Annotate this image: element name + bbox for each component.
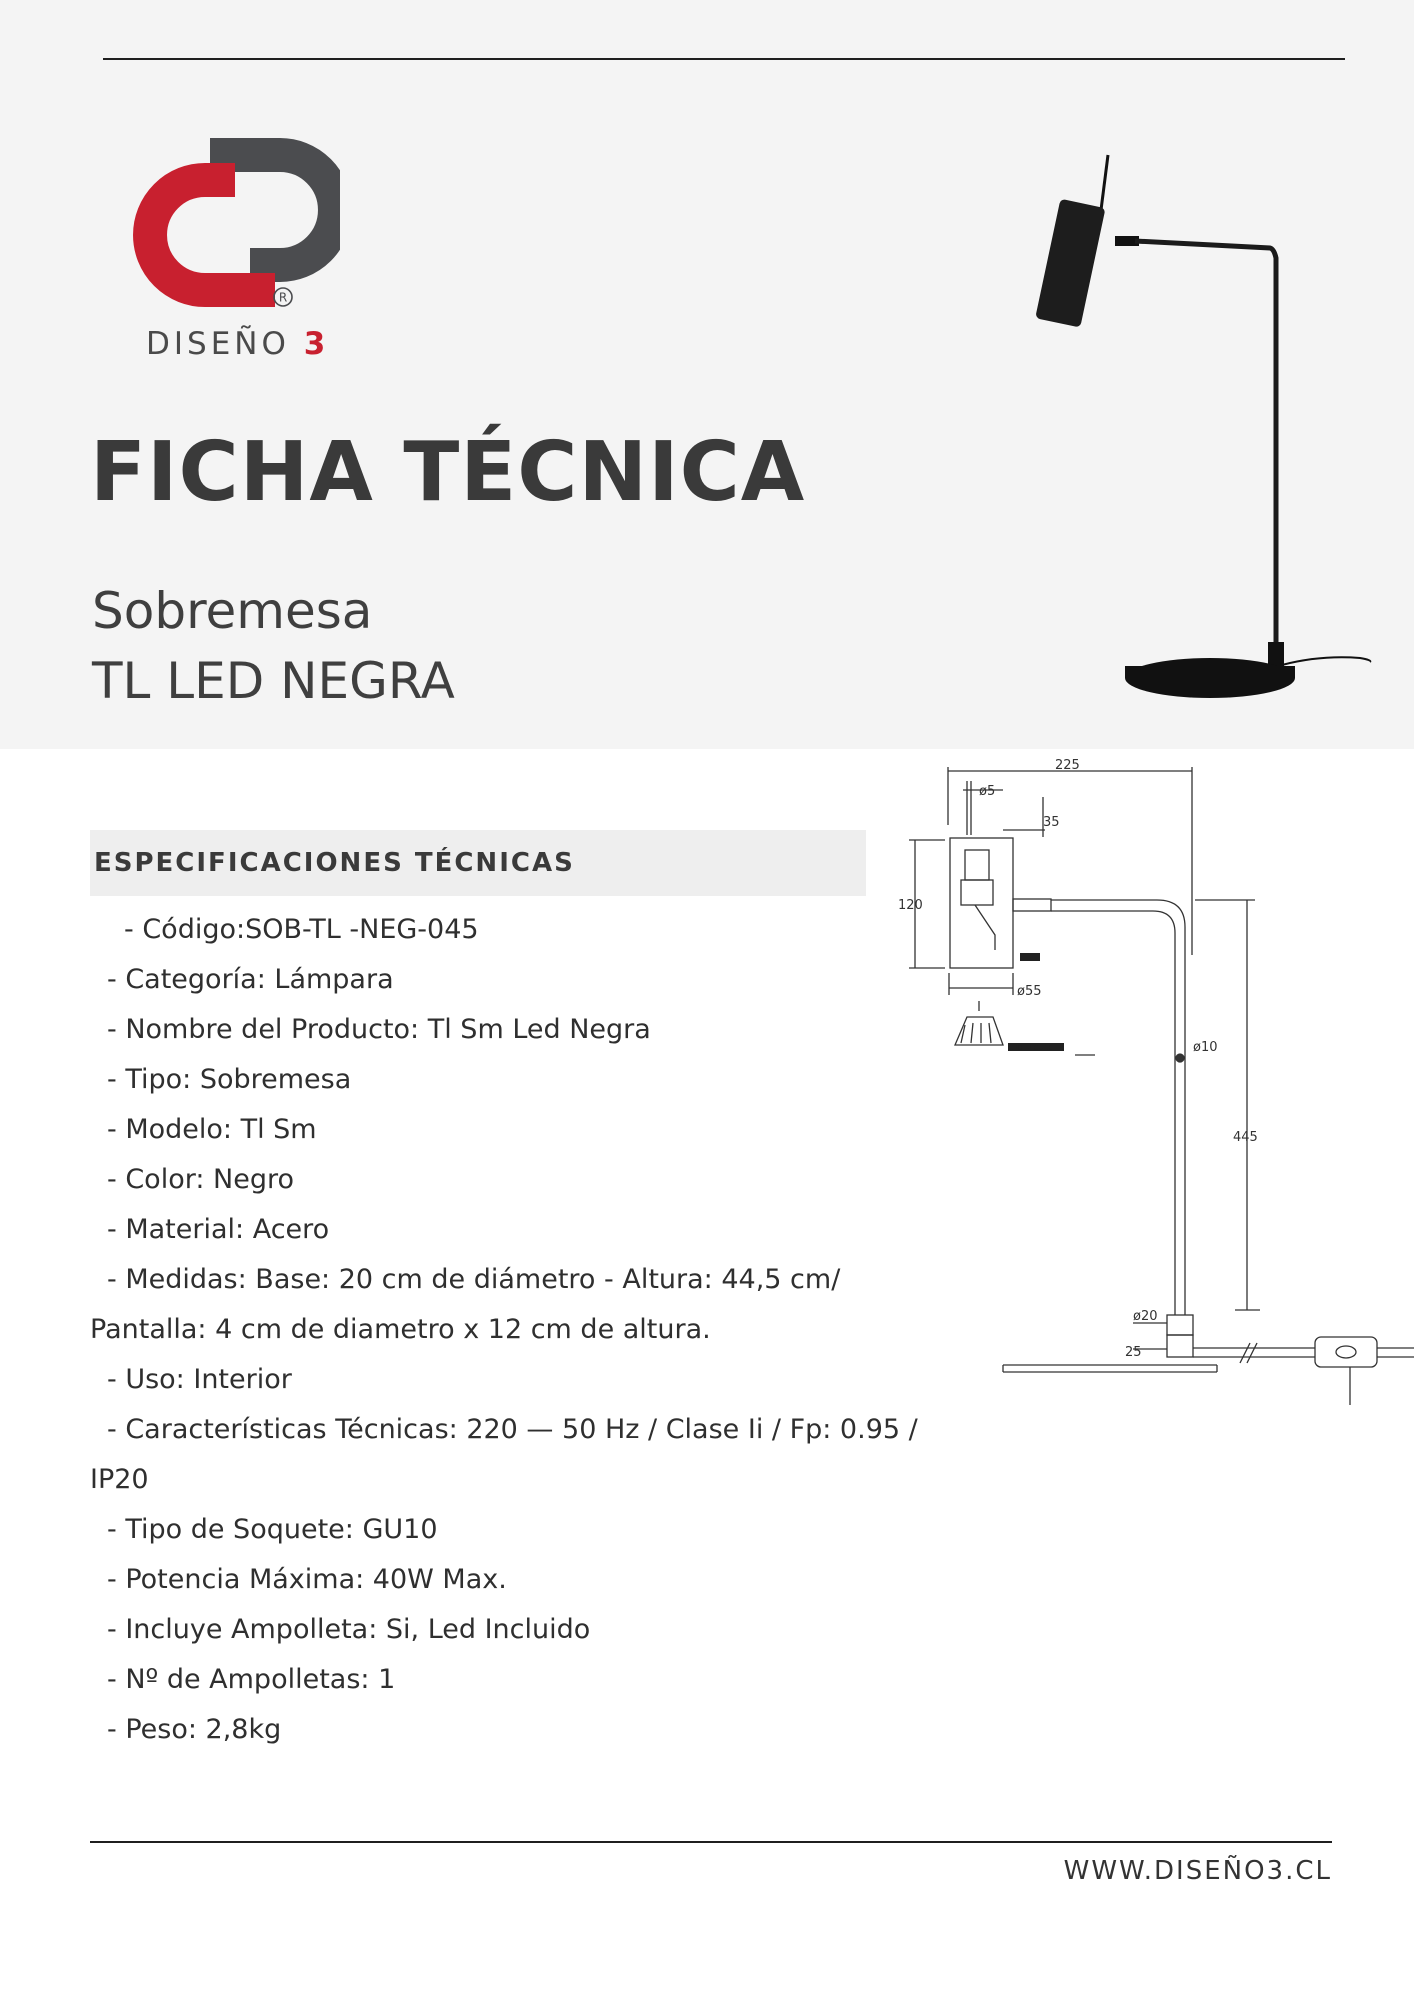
spec-code: - Código:SOB-TL -NEG-045 — [124, 914, 479, 945]
dim-35: 35 — [1043, 815, 1060, 830]
bottom-rule — [90, 1841, 1332, 1843]
website-link[interactable]: WWW.DISEÑO3.CL — [1063, 1856, 1332, 1886]
specs-heading: ESPECIFICACIONES TÉCNICAS — [94, 848, 575, 878]
spec-bulb-included: - Incluye Ampolleta: Si, Led Incluido — [107, 1614, 591, 1645]
subtitle-product: TL LED NEGRA — [92, 652, 455, 710]
dim-120: 120 — [898, 898, 923, 913]
spec-product-name: - Nombre del Producto: Tl Sm Led Negra — [107, 1014, 651, 1045]
spec-use: - Uso: Interior — [107, 1364, 292, 1395]
specs-heading-bar — [90, 830, 866, 896]
dim-d55: ø55 — [1017, 984, 1042, 999]
spec-bulb-count: - Nº de Ampolletas: 1 — [107, 1664, 396, 1695]
dim-225: 225 — [1055, 758, 1080, 773]
spec-measures: - Medidas: Base: 20 cm de diámetro - Altura: 44,5 cm/ — [107, 1264, 841, 1295]
spec-measures-cont: Pantalla: 4 cm de diametro x 12 cm de altura. — [90, 1314, 711, 1345]
top-rule — [103, 58, 1345, 60]
technical-drawing — [895, 755, 1414, 1415]
spec-color: - Color: Negro — [107, 1164, 294, 1195]
lamp-product-image — [1020, 140, 1390, 720]
specs-list — [90, 905, 970, 1755]
spec-technical: - Características Técnicas: 220 — 50 Hz / Clase Ii / Fp: 0.95 / — [107, 1414, 918, 1445]
dim-d5: ø5 — [979, 784, 996, 799]
spec-category: - Categoría: Lámpara — [107, 964, 394, 995]
spec-socket: - Tipo de Soquete: GU10 — [107, 1514, 438, 1545]
subtitle-type: Sobremesa — [92, 582, 373, 640]
svg-text:R: R — [278, 290, 288, 305]
spec-type: - Tipo: Sobremesa — [107, 1064, 352, 1095]
page-title: FICHA TÉCNICA — [90, 425, 806, 520]
spec-weight: - Peso: 2,8kg — [107, 1714, 282, 1745]
brand-name: DISEÑO 3 — [146, 326, 330, 362]
spec-model: - Modelo: Tl Sm — [107, 1114, 317, 1145]
dim-d10: ø10 — [1193, 1040, 1218, 1055]
spec-technical-cont: IP20 — [90, 1464, 149, 1495]
dim-d20: ø20 — [1133, 1309, 1158, 1324]
spec-material: - Material: Acero — [107, 1214, 330, 1245]
spec-power: - Potencia Máxima: 40W Max. — [107, 1564, 507, 1595]
dim-25: 25 — [1125, 1345, 1142, 1360]
led-label: LED IP GU10 — [1009, 1044, 1053, 1052]
dim-445: 445 — [1233, 1130, 1258, 1145]
